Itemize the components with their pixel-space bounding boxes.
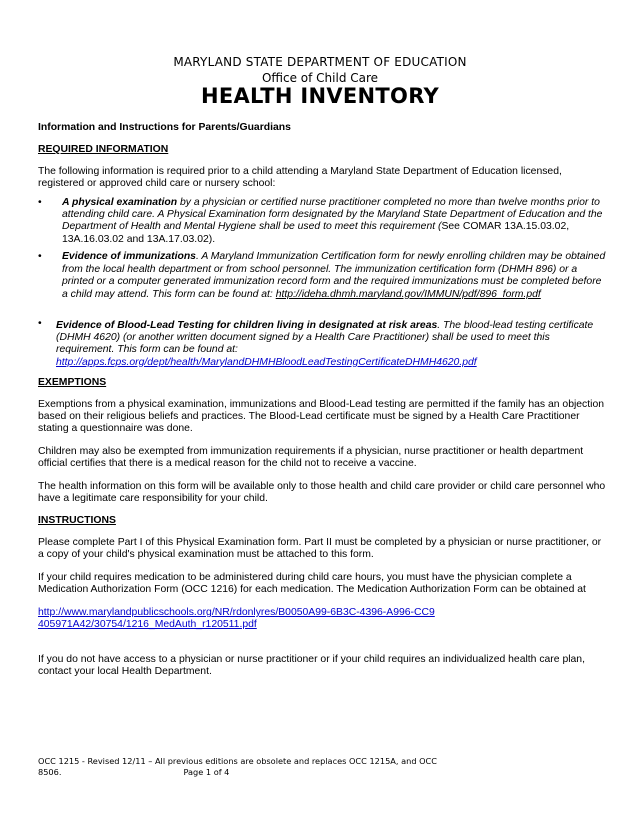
- required-text: The following information is required prior to a child attending a Maryland State Department of Education licensed, registered or approved child care or nursery school:: [38, 166, 562, 190]
- instructions-heading: INSTRUCTIONS: [38, 515, 116, 526]
- item-physical-see: See COMAR 13A.15.03.02, 13A.16.03.02 and 13A.17.03.02).: [62, 221, 570, 245]
- item-physical-body: by a physician or certified nurse practitioner completed no more than twelve months prior to attending child care. A Physical Examination form designated by the Maryland State Department of Education and the Department of Health and Mental Hygiene shall be used to meet this requirement (: [62, 197, 603, 233]
- item-immunizations: [62, 251, 607, 301]
- item-physical-lead: A physical examination: [62, 197, 178, 208]
- exemptions-p2: Children may also be exempted from immunization requirements if a physician, nurse practitioner or health department official certifies that there is a medical reason for the child not to receive a vaccine.: [38, 446, 584, 470]
- footer-page-number: Page 1 of 4: [183, 767, 230, 777]
- instructions-p1: Please complete Part I of this Physical Examination form. Part II must be completed by a physician or nurse practitioner, or a copy of your child's physical examination must be attached to this form.: [38, 537, 602, 561]
- exemptions-p3: The health information on this form will be available only to those health and child care provider or child care personnel who have a legitimate care responsibility for your child.: [38, 481, 606, 505]
- immunization-form-link[interactable]: http://ideha.dhmh.maryland.gov/IMMUN/pdf/896_form.pdf: [275, 288, 541, 300]
- bullet-blood-lead: •: [38, 318, 42, 329]
- item-blood-lead-body: . The blood-lead testing certificate (DHMH 4620) (or another written document signed by a Health Care Practitioner) shall be used to meet this requirement. This form can be found at:: [56, 320, 594, 356]
- item-blood-lead-lead: Evidence of Blood-Lead Testing for children living in designated at risk areas: [56, 320, 438, 331]
- bullet-immunizations: •: [38, 251, 42, 262]
- instructions-p2: If your child requires medication to be administered during child care hours, you must have the physician complete a Medication Authorization Form (OCC 1216) for each medication. The Medication Authorization Form can be obtained at: [38, 572, 586, 596]
- office-name: Office of Child Care: [261, 71, 379, 85]
- item-immunizations-lead: Evidence of immunizations: [62, 251, 196, 262]
- medication-form-link[interactable]: http://www.marylandpublicschools.org/NR/rdonlyres/B0050A99-6B3C-4396-A996-CC9405971A42/30754/1216_MedAuth_r120511.pdf: [38, 607, 435, 631]
- item-immunizations-body: . A Maryland Immunization Certification form for newly enrolling children may be obtained from the local health department or from school personnel. The immunization certification form (DHMH 896) or a printed or a computer generated immunization record form and the required immunizations must be completed before a child may attend. This form can be found at:: [62, 251, 606, 300]
- exemptions-heading: EXEMPTIONS: [38, 377, 107, 388]
- footer: [38, 756, 458, 778]
- agency-name: MARYLAND STATE DEPARTMENT OF EDUCATION: [173, 55, 467, 69]
- blood-lead-form-link[interactable]: http://apps.fcps.org/dept/health/MarylandDHMHBloodLeadTestingCertificateDHMH4620.pdf: [56, 356, 477, 368]
- intro-heading: Information and Instructions for Parents/Guardians: [38, 122, 291, 133]
- document-title: HEALTH INVENTORY: [200, 84, 440, 108]
- instructions-p3: If you do not have access to a physician or nurse practitioner or if your child requires an individualized health care plan, contact your local Health Department.: [38, 654, 585, 678]
- item-blood-lead: [56, 320, 608, 369]
- bullet-physical: •: [38, 197, 42, 208]
- item-physical-exam: [62, 197, 607, 246]
- instructions-link-wrap: [38, 607, 438, 631]
- required-heading: REQUIRED INFORMATION: [38, 144, 169, 155]
- exemptions-p1: Exemptions from a physical examination, immunizations and Blood-Lead testing are permitted if the family has an objection based on their religious beliefs and practices. The Blood-Lead certificate must be signed by a Health Care Practitioner stating a questionnaire was done.: [38, 399, 605, 435]
- footer-revision: OCC 1215 - Revised 12/11 – All previous editions are obsolete and replaces OCC 1215A, and OCC 8506.: [38, 756, 437, 777]
